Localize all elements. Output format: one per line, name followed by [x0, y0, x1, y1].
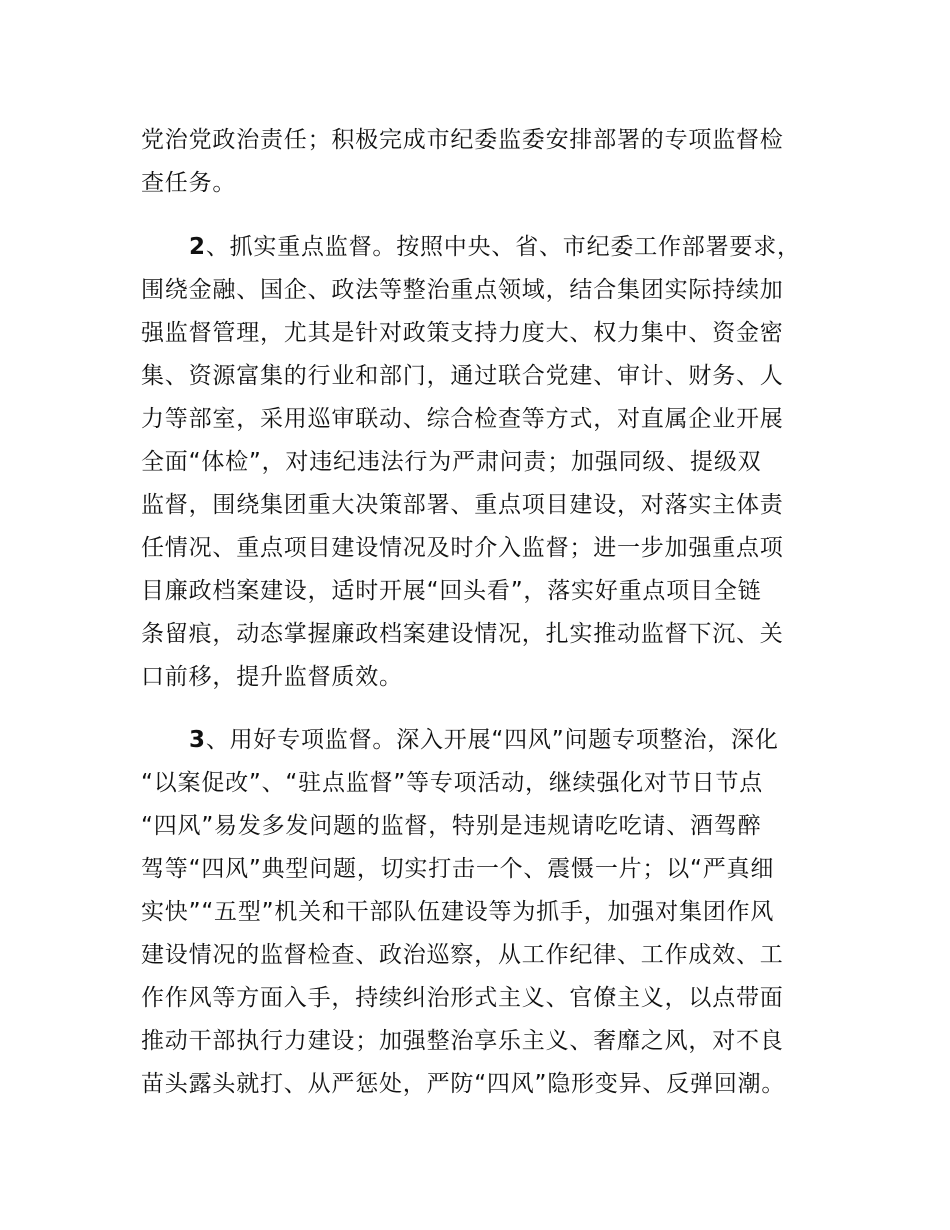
paragraph-3-line-1-text: 、用好专项监督。深入开展“四风”问题专项整治，深化 [205, 727, 779, 753]
paragraph-2-line-4: 集、资源富集的行业和部门，通过联合党建、审计、财务、人 [141, 363, 784, 389]
paragraph-2-line-3: 强监督管理，尤其是针对政策支持力度大、权力集中、资金密 [141, 320, 784, 346]
paragraph-2-line-10: 条留痕，动态掌握廉政档案建设情况，扎实推动监督下沉、关 [141, 621, 784, 647]
paragraph-3-line-5: 实快”“五型”机关和干部队伍建设等为抓手，加强对集团作风 [141, 899, 775, 925]
paragraph-2-line-9: 目廉政档案建设，适时开展“回头看”，落实好重点项目全链 [141, 578, 762, 604]
paragraph-1-line-2: 查任务。 [141, 170, 237, 196]
paragraph-1-line-1: 党治党政治责任；积极完成市纪委监委安排部署的专项监督检 [141, 127, 784, 153]
paragraph-3-line-6: 建设情况的监督检查、政治巡察，从工作纪律、工作成效、工 [141, 942, 784, 968]
paragraph-3-number: 3 [189, 727, 206, 753]
paragraph-2-line-7: 监督，围绕集团重大决策部署、重点项目建设，对落实主体责 [141, 492, 784, 518]
paragraph-3-line-4: 驾等“四风”典型问题，切实打击一个、震慑一片；以“严真细 [141, 856, 775, 882]
paragraph-3-line-9: 苗头露头就打、从严惩处，严防“四风”隐形变异、反弹回潮。 [141, 1071, 786, 1097]
paragraph-2-line-6: 全面“体检”，对违纪违法行为严肃问责；加强同级、提级双 [141, 449, 762, 475]
paragraph-2-line-2: 围绕金融、国企、政法等整治重点领域，结合集团实际持续加 [141, 277, 784, 303]
paragraph-3-line-1 [189, 720, 779, 760]
paragraph-3-line-8: 推动干部执行力建设；加强整治享乐主义、奢靡之风，对不良 [141, 1028, 784, 1054]
paragraph-3-line-3: “四风”易发多发问题的监督，特别是违规请吃吃请、酒驾醉 [141, 813, 762, 839]
paragraph-2-number: 2 [189, 234, 206, 260]
paragraph-2-line-1 [189, 227, 801, 267]
paragraph-2-line-11: 口前移，提升监督质效。 [141, 664, 403, 690]
paragraph-3-line-2: “以案促改”、“驻点监督”等专项活动，继续强化对节日节点 [141, 770, 764, 796]
paragraph-2-line-1-text: 、抓实重点监督。按照中央、省、市纪委工作部署要求， [205, 234, 801, 260]
paragraph-2-line-5: 力等部室，采用巡审联动、综合检查等方式，对直属企业开展 [141, 406, 784, 432]
paragraph-3-line-7: 作作风等方面入手，持续纠治形式主义、官僚主义，以点带面 [141, 985, 784, 1011]
paragraph-2-line-8: 任情况、重点项目建设情况及时介入监督；进一步加强重点项 [141, 535, 784, 561]
